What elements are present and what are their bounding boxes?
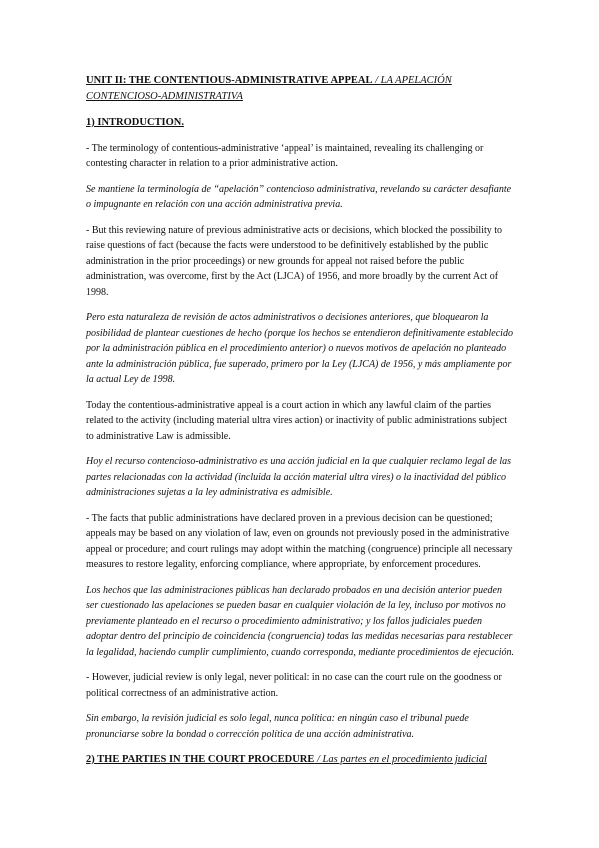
section-heading-parties	[86, 752, 516, 768]
paragraph-5-en: - However, judicial review is only legal, never political: in no case can the court rule on the goodness or political correctness of an administrative action.	[86, 672, 502, 699]
paragraph-5-es: Sin embargo, la revisión judicial es solo legal, nunca política: en ningún caso el tribunal puede pronunciarse sobre la bondad o corrección política de una acción administrativa.	[86, 713, 469, 740]
document-body	[86, 73, 516, 778]
paragraph-4-en: - The facts that public administrations have declared proven in a previous decision can be questioned; appeals may be based on any violation of law, even on grounds not previously posed in the administrative appeal or procedure; and court rulings may adopt within the matching (congruence) principle all necessary measures to restore legality, enforcing compliance, where appropriate, by enforcement procedures.	[86, 512, 513, 570]
section-heading-parties-es: Las partes en el procedimiento judicial	[322, 754, 487, 765]
unit-title-es: LA APELACIÓN CONTENCIOSO-ADMINISTRATIVA	[86, 75, 452, 102]
section-heading-parties-en: 2) THE PARTIES IN THE COURT PROCEDURE	[86, 754, 315, 765]
unit-title-en: UNIT II: THE CONTENTIOUS-ADMINISTRATIVE APPEAL	[86, 75, 373, 86]
paragraph-3-es: Hoy el recurso contencioso-administrativo es una acción judicial en la que cualquier reclamo legal de las partes relacionadas con la actividad (incluida la acción material ultra vires) o la inactividad del público administraciones sujetas a la ley administrativa es admisible.	[86, 456, 512, 498]
unit-title-separator: /	[372, 75, 381, 86]
paragraph-1-en: - The terminology of contentious-administrative ‘appeal’ is maintained, revealing its challenging or contesting character in relation to a prior administrative action.	[86, 142, 484, 169]
unit-title	[86, 73, 516, 104]
paragraph-4-es: Los hechos que las administraciones públicas han declarado probados en una decisión anterior pueden ser cuestionado las apelaciones se pueden basar en cualquier violación de la ley, incluso por motivos no previamente planteado en el recurso o procedimiento administrativo; y los fallos judiciales pueden adoptar dentro del principio de coincidencia (congruencia) todas las medidas necesarias para restablecer la legalidad, haciendo cumplir cumplimiento, cuando corresponda, mediante procedimientos de ejecución.	[86, 584, 515, 658]
paragraph-3-en: Today the contentious-administrative appeal is a court action in which any lawful claim of the parties related to the activity (including material ultra vires action) or inactivity of public administrations subject to administrative Law is admissible.	[86, 399, 507, 442]
paragraph-2-en: - But this reviewing nature of previous administrative acts or decisions, which blocked the possibility to raise questions of fact (because the facts were understood to be definitively established by the public administration in the prior proceedings) or new grounds for appeal not raised before the public administration, was overcome, first by the Act (LJCA) of 1956, and more broadly by the current Act of 1998.	[86, 224, 503, 298]
paragraph-2-es: Pero esta naturaleza de revisión de actos administrativos o decisiones anteriores, que bloquearon la posibilidad de plantear cuestiones de hecho (porque los hechos se entendieron definitivamente establecido por la administración pública en el procedimiento anterior) o nuevos motivos de apelación no planteado ante la administración pública, fue superado, primero por la Ley (LJCA) de 1956, y más ampliamente por la actual Ley de 1998.	[86, 312, 513, 385]
section-heading-introduction: 1) INTRODUCTION.	[86, 117, 185, 128]
section-heading-parties-separator: /	[314, 754, 323, 765]
paragraph-1-es: Se mantiene la terminología de “apelación” contencioso administrativa, revelando su carácter desafiante o impugnante en relación con una acción administrativa previa.	[86, 183, 512, 210]
